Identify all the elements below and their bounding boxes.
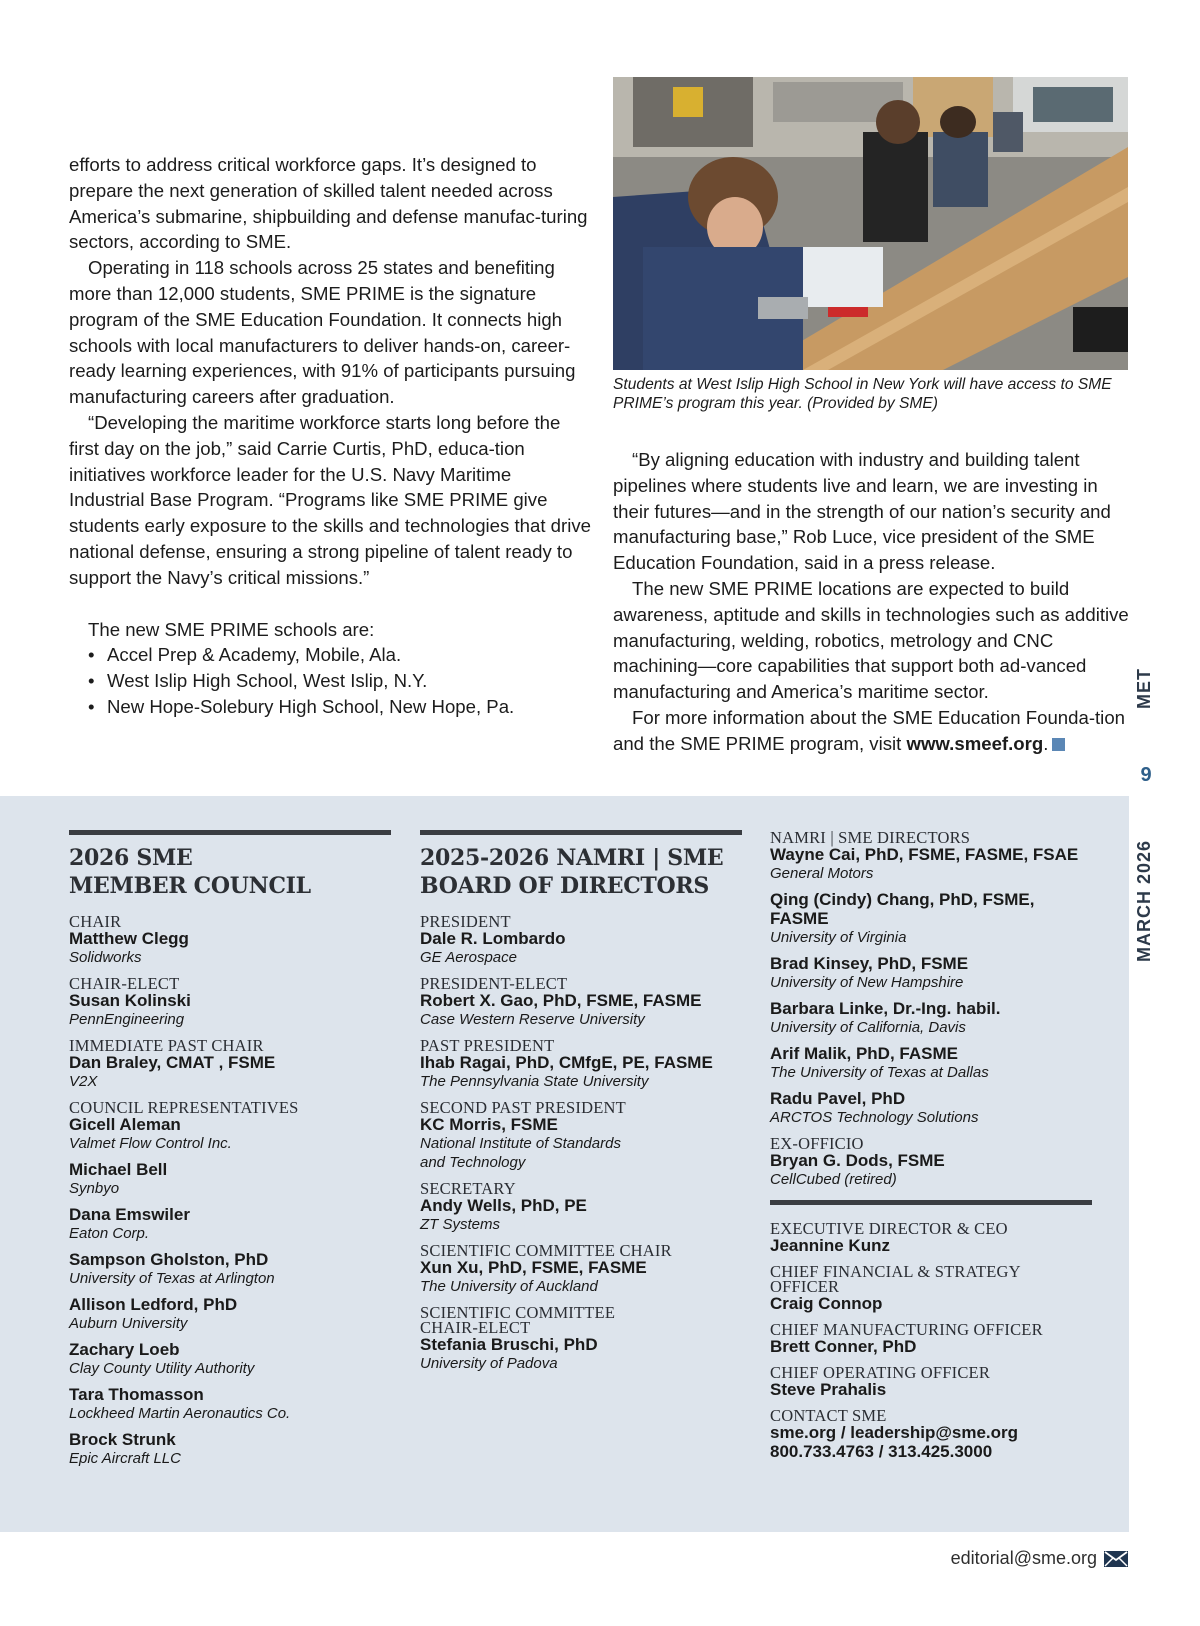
person-name: Ihab Ragai, PhD, CMfgE, PE, FASME <box>420 1053 713 1072</box>
person-org: CellCubed (retired) <box>770 1171 897 1188</box>
role-label: NAMRI | SME DIRECTORS <box>770 828 971 847</box>
article-closing <box>613 705 1133 757</box>
role-label: COUNCIL REPRESENTATIVES <box>69 1098 299 1117</box>
person-name: Brett Conner, PhD <box>770 1337 917 1356</box>
website-link[interactable]: www.smeef.org <box>906 732 1044 754</box>
closing-period: . <box>1043 732 1049 754</box>
contact-entry <box>770 1408 1092 1461</box>
person-name: Brad Kinsey, PhD, FSME <box>770 954 969 973</box>
person-org: National Institute of Standards and Technology <box>420 1135 621 1171</box>
title-line: MEMBER COUNCIL <box>69 873 311 899</box>
list-item: • Accel Prep & Academy, Mobile, Ala. <box>88 642 591 668</box>
person-name: Allison Ledford, PhD <box>69 1295 238 1314</box>
person-name: Jeannine Kunz <box>770 1236 890 1255</box>
person-name: Wayne Cai, PhD, FSME, FASME, FSAE <box>770 845 1079 864</box>
person-org: University of New Hampshire <box>770 974 964 991</box>
role-label: CHAIR <box>69 912 122 931</box>
person-name: Craig Connop <box>770 1294 883 1313</box>
title-line: BOARD OF DIRECTORS <box>420 873 709 899</box>
person-org: University of Virginia <box>770 929 907 946</box>
role-label: SCIENTIFIC COMMITTEE CHAIR <box>420 1241 672 1260</box>
person-org: Eaton Corp. <box>69 1225 150 1242</box>
person-org: General Motors <box>770 865 874 882</box>
list-item <box>770 1044 1092 1082</box>
person-org: Epic Aircraft LLC <box>69 1450 181 1467</box>
council-entry <box>69 1038 391 1091</box>
person-name: Radu Pavel, PhD <box>770 1089 906 1108</box>
list-item <box>770 1089 1092 1127</box>
person-name: Michael Bell <box>69 1160 168 1179</box>
divider <box>69 830 391 835</box>
directors-column <box>770 830 1092 1470</box>
article-paragraph: Operating in 118 schools across 25 states and benefiting more than 12,000 students, SME PRIME is the signature program of the SME Education Foundation. It connects high schools with local manufacturers to deliver hands-on, career-ready learning experiences, with 91% of participants pursuing manufacturing careers after graduation. <box>69 257 576 408</box>
person-name: Matthew Clegg <box>69 929 189 948</box>
list-item <box>69 1115 391 1153</box>
person-name: Sampson Gholston, PhD <box>69 1250 269 1269</box>
person-name: KC Morris, FSME <box>420 1115 558 1134</box>
person-name: Susan Kolinski <box>69 991 191 1010</box>
role-label: EX-OFFICIO <box>770 1134 864 1153</box>
ex-officio-entry <box>770 1136 1092 1189</box>
role-label: CHIEF MANUFACTURING OFFICER <box>770 1320 1043 1339</box>
list-item <box>69 1295 391 1333</box>
role-label: EXECUTIVE DIRECTOR & CEO <box>770 1219 1008 1238</box>
list-item <box>770 954 1092 992</box>
role-label: CONTACT SME <box>770 1406 887 1425</box>
board-entry <box>420 1243 742 1296</box>
person-org: Case Western Reserve University <box>420 1011 645 1028</box>
role-label: SECOND PAST PRESIDENT <box>420 1098 626 1117</box>
role-label: SCIENTIFIC COMMITTEE CHAIR-ELECT <box>420 1303 616 1337</box>
footer-email[interactable]: editorial@sme.org <box>950 1548 1097 1568</box>
staff-entry <box>770 1221 1092 1255</box>
person-org: Auburn University <box>69 1315 188 1332</box>
person-name: Steve Prahalis <box>770 1380 887 1399</box>
person-name: Barbara Linke, Dr.-Ing. habil. <box>770 999 1001 1018</box>
person-name: Arif Malik, PhD, FASME <box>770 1044 958 1063</box>
article-paragraph: efforts to address critical workforce gaps. It’s designed to prepare the next generation of skilled talent needed across America’s submarine, shipbuilding and defense manufac-turing sectors, according to SME. <box>69 154 588 253</box>
person-org: ARCTOS Technology Solutions <box>770 1109 979 1126</box>
list-item <box>69 1160 391 1198</box>
board-entry <box>420 1181 742 1234</box>
classroom-photo <box>613 77 1128 370</box>
page-number: 9 <box>1140 764 1152 786</box>
member-council-column <box>69 830 391 1477</box>
board-entry <box>420 914 742 967</box>
council-representatives <box>69 1100 391 1468</box>
staff-entry <box>770 1365 1092 1399</box>
issue-date: MARCH 2026 <box>1134 840 1154 963</box>
person-org: GE Aerospace <box>420 949 517 966</box>
article-right-column <box>613 447 1133 757</box>
person-name: Xun Xu, PhD, FSME, FASME <box>420 1258 647 1277</box>
article-paragraph: “Developing the maritime workforce starts long before the first day on the job,” said Carrie Curtis, PhD, educa-tion initiatives workforce leader for the U.S. Navy Maritime Industrial Base Program. “Programs like SME PRIME give students early exposure to the skills and technologies that drive national defense, ensuring a strong pipeline of talent ready to support the Navy’s critical missions.” <box>69 411 591 588</box>
person-name: Qing (Cindy) Chang, PhD, FSME, FASME <box>770 890 1035 928</box>
person-name: Zachary Loeb <box>69 1340 180 1359</box>
person-org: V2X <box>69 1073 98 1090</box>
person-org: Solidworks <box>69 949 142 966</box>
board-of-directors-column <box>420 830 742 1382</box>
contact-web[interactable]: sme.org / leadership@sme.org <box>770 1423 1019 1442</box>
article-paragraph: The new SME PRIME locations are expected to build awareness, aptitude and skills in technologies such as additive manufacturing, welding, robotics, metrology and CNC machining—core capabilities that support both ad-vanced manufacturing and America’s maritime sector. <box>613 577 1129 703</box>
person-name: Tara Thomasson <box>69 1385 204 1404</box>
board-title <box>420 844 742 900</box>
person-org: PennEngineering <box>69 1011 185 1028</box>
list-item <box>770 890 1092 947</box>
divider <box>770 1200 1092 1205</box>
schools-list <box>69 642 591 719</box>
role-label: PRESIDENT-ELECT <box>420 974 568 993</box>
closing-text: For more information about the SME Education Founda-tion and the SME PRIME program, visit <box>613 706 1125 754</box>
role-label: PAST PRESIDENT <box>420 1036 555 1055</box>
person-name: Dale R. Lombardo <box>420 929 566 948</box>
staff-entry <box>770 1322 1092 1356</box>
person-org: University of Texas at Arlington <box>69 1270 275 1287</box>
person-org: University of California, Davis <box>770 1019 966 1036</box>
envelope-icon <box>1104 1551 1128 1567</box>
person-org: Valmet Flow Control Inc. <box>69 1135 232 1152</box>
person-name: Bryan G. Dods, FSME <box>770 1151 945 1170</box>
role-label: CHAIR-ELECT <box>69 974 180 993</box>
title-line: 2025-2026 NAMRI | SME <box>420 845 724 871</box>
person-org: The University of Texas at Dallas <box>770 1064 989 1081</box>
role-label: PRESIDENT <box>420 912 511 931</box>
schools-intro: The new SME PRIME schools are: <box>88 618 375 640</box>
person-org: Lockheed Martin Aeronautics Co. <box>69 1405 291 1422</box>
role-label: CHIEF OPERATING OFFICER <box>770 1363 991 1382</box>
person-name: Gicell Aleman <box>69 1115 181 1134</box>
role-label: SECRETARY <box>420 1179 516 1198</box>
member-council-title <box>69 844 391 900</box>
magazine-name: MET <box>1134 668 1154 709</box>
person-name: Andy Wells, PhD, PE <box>420 1196 587 1215</box>
person-org: Clay County Utility Authority <box>69 1360 255 1377</box>
list-item <box>69 1340 391 1378</box>
list-item <box>69 1430 391 1468</box>
list-item <box>69 1205 391 1243</box>
end-mark-icon <box>1052 738 1065 751</box>
council-entry <box>69 976 391 1029</box>
list-item <box>69 1385 391 1423</box>
person-org: Synbyo <box>69 1180 120 1197</box>
person-org: The Pennsylvania State University <box>420 1073 649 1090</box>
title-line: 2026 SME <box>69 845 193 871</box>
list-item: • West Islip High School, West Islip, N.Y. <box>88 668 591 694</box>
person-org: The University of Auckland <box>420 1278 598 1295</box>
article-paragraph: “By aligning education with industry and building talent pipelines where students live and learn, we are investing in their futures—and in the strength of our nation’s security and manufacturing base,” Rob Luce, vice president of the SME Education Foundation, said in a press release. <box>613 449 1111 574</box>
person-name: Brock Strunk <box>69 1430 176 1449</box>
person-name: Stefania Bruschi, PhD <box>420 1335 598 1354</box>
board-entry <box>420 1100 742 1172</box>
person-name: Dana Emswiler <box>69 1205 190 1224</box>
list-item <box>770 999 1092 1037</box>
person-org: ZT Systems <box>420 1216 501 1233</box>
list-item <box>770 845 1092 883</box>
leadership-panel <box>0 796 1129 1532</box>
board-entry <box>420 976 742 1029</box>
person-name: Robert X. Gao, PhD, FSME, FASME <box>420 991 702 1010</box>
role-label: IMMEDIATE PAST CHAIR <box>69 1036 264 1055</box>
role-label: CHIEF FINANCIAL & STRATEGY OFFICER <box>770 1262 1021 1296</box>
person-org: University of Padova <box>420 1355 558 1372</box>
council-entry <box>69 914 391 967</box>
contact-phone: 800.733.4763 / 313.425.3000 <box>770 1442 993 1461</box>
person-name: Dan Braley, CMAT , FSME <box>69 1053 276 1072</box>
directors-entry <box>770 830 1092 1127</box>
board-entry <box>420 1038 742 1091</box>
staff-entry <box>770 1264 1092 1313</box>
list-item: • New Hope-Solebury High School, New Hope, Pa. <box>88 694 591 720</box>
board-entry <box>420 1305 742 1373</box>
divider <box>420 830 742 835</box>
list-item <box>69 1250 391 1288</box>
photo-caption: Students at West Islip High School in New York will have access to SME PRIME’s program this year. (Provided by SME) <box>613 376 1112 412</box>
article-left-column <box>69 152 591 720</box>
